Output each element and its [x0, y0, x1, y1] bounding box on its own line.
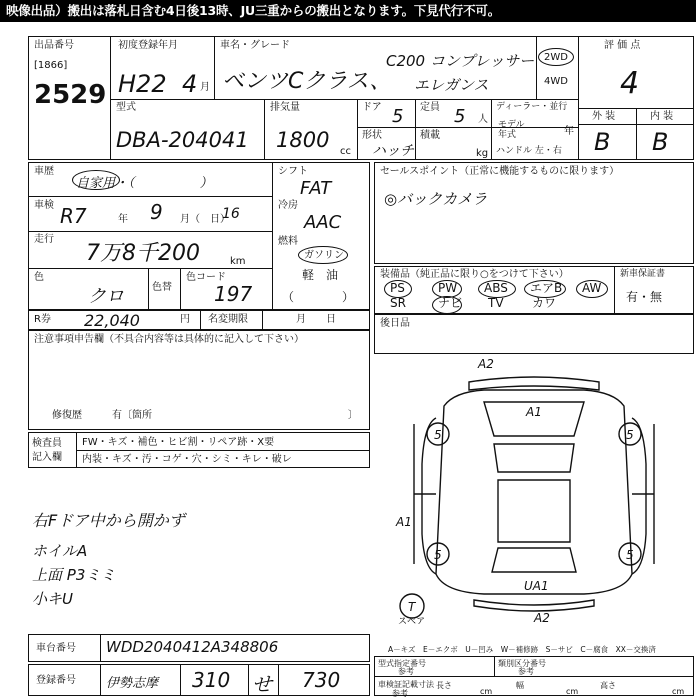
mark-ua1-rear: UA1: [524, 579, 549, 593]
chassis-number: WDD2040412A348806: [106, 638, 279, 656]
equip-navi: ナビ: [438, 296, 463, 310]
color-code-label: 色コード: [186, 272, 226, 283]
ac-label: 冷房: [278, 200, 298, 211]
displacement-value: 1800: [276, 128, 330, 152]
reg-class: 310: [192, 668, 231, 692]
inspection-label: 車検: [34, 200, 54, 211]
score-value: 4: [620, 66, 640, 101]
equip-tv: TV: [488, 296, 504, 310]
color-code-value: 197: [214, 282, 253, 306]
damage-legend: A－キズ E－エクボ U－凹み W－補修跡 S－サビ C－腐食 XX－交換済: [388, 645, 656, 654]
equip-ps: PS: [390, 281, 405, 295]
first-reg-month: 4: [182, 70, 198, 98]
year-unit: 年: [564, 126, 574, 137]
first-reg-era: H22: [118, 70, 167, 98]
equip-abs: ABS: [484, 281, 508, 295]
equip-leather: カワ: [532, 296, 557, 310]
recycle-value: 22,040: [84, 311, 140, 330]
equip-pw: PW: [438, 281, 458, 295]
reg-number: 730: [302, 668, 341, 692]
inspection-units: 月（ 日）: [180, 214, 230, 225]
car-name: ベンツCクラス、: [222, 69, 392, 94]
notes-label: 注意事項申告欄（不具合内容等は具体的に記入して下さい）: [34, 334, 304, 345]
dealer-label: ディーラー・並行: [496, 102, 568, 112]
first-reg-label: 初度登録年月: [118, 40, 178, 51]
mark-a2-rear: A2: [534, 611, 550, 624]
name-grade-label: 車名・グレード: [220, 40, 290, 51]
mark-a2-front: A2: [478, 357, 494, 371]
recycle-label: R券: [34, 314, 51, 325]
height-label: 高さ: [600, 681, 616, 690]
note-line-2: ホイルA: [32, 542, 88, 560]
doors-label: ドア: [362, 102, 382, 113]
ac-value: AAC: [304, 212, 342, 233]
warranty-label: 新車保証書: [620, 269, 666, 279]
yen-unit: 円: [180, 314, 190, 325]
sales-point-value: ◎バックカメラ: [384, 190, 488, 208]
name-change-units: 月 日: [296, 314, 336, 325]
grade-line-2: エレガンス: [414, 76, 489, 94]
reg-kana: せ: [252, 672, 272, 696]
equip-ps-circle: [384, 280, 412, 298]
note-line-3: 上面 P3ミミ: [32, 566, 116, 584]
note-line-4: 小キU: [32, 590, 73, 608]
equip-aw: AW: [582, 281, 602, 295]
color-change-label: 色替: [152, 282, 172, 293]
inspection-year-unit: 年: [118, 214, 128, 225]
equip-airbag: エアB: [530, 281, 563, 295]
fuel-gasoline: ガソリン: [304, 250, 344, 261]
shift-value: FAT: [300, 178, 332, 199]
equipment-label: 装備品（純正品に限り○をつけて下さい）: [380, 269, 569, 280]
fuel-diesel: 軽 油: [302, 268, 339, 282]
rear-items-label: 後日品: [380, 318, 410, 329]
spare-mark: T: [408, 600, 416, 614]
history-label: 車歴: [34, 166, 54, 177]
reg-area: 伊勢志摩: [106, 676, 159, 691]
persons-unit: 人: [478, 114, 488, 125]
exterior-row: FW・キズ・補色・ヒビ割・リペア跡・X要: [82, 437, 275, 448]
mileage-value: 7万8千200: [86, 241, 200, 266]
car-diagram: [374, 354, 694, 624]
displacement-label: 排気量: [270, 102, 300, 113]
mark-a1-hood: A1: [526, 405, 542, 419]
equip-navi-circle: [432, 296, 462, 314]
mark-wheel-rr: 5: [626, 548, 634, 562]
rear-items-section: [374, 314, 694, 354]
shape-label: 形状: [362, 130, 382, 141]
fuel-paren: （ ）: [282, 290, 355, 304]
length-label: 長さ: [436, 681, 452, 690]
chassis-label: 車台番号: [36, 643, 76, 654]
sales-point-section: [374, 162, 694, 264]
equip-aw-circle: [576, 280, 608, 298]
ref-label-3: 参考: [392, 689, 408, 698]
score-label: 評 価 点: [604, 40, 641, 51]
history-value: 自家用・（ ）: [76, 176, 213, 191]
lot-label: 出品番号: [34, 40, 74, 51]
mileage-label: 走行: [34, 234, 54, 245]
sales-point-label: セールスポイント（正常に機能するものに限ります）: [380, 166, 620, 177]
repair-label: 修復歴: [52, 410, 82, 421]
capacity-label: 定員: [420, 102, 440, 113]
exterior-label: 外 装: [592, 111, 616, 122]
ref-label-2: 参考: [518, 667, 534, 676]
note-line-1: 右Fドア中から開かず: [32, 511, 185, 530]
equip-airbag-circle: [524, 280, 566, 298]
equip-abs-circle: [478, 280, 516, 298]
size-label: 車検証記載寸法: [378, 680, 434, 689]
inspection-month: 9: [150, 200, 163, 224]
spare-label: スペア: [398, 617, 426, 624]
cm-3: cm: [672, 687, 685, 696]
cm-1: cm: [480, 687, 493, 696]
handle-label: ハンドル 左・右: [496, 146, 562, 156]
color-label: 色: [34, 272, 44, 283]
body-shape: ハッチ: [372, 143, 414, 159]
km-unit: km: [230, 256, 246, 267]
drive-2wd: 2WD: [544, 52, 568, 63]
mark-wheel-fl: 5: [434, 428, 442, 442]
load-label: 積載: [420, 130, 440, 141]
interior-grade: B: [652, 128, 669, 156]
ref-label-1: 参考: [398, 667, 414, 676]
name-change-label: 名変期限: [208, 314, 248, 325]
cm-2: cm: [566, 687, 579, 696]
color-value: クロ: [88, 286, 124, 307]
width-label: 幅: [516, 681, 524, 690]
registration-label: 登録番号: [36, 675, 76, 686]
lot-number: 2529: [34, 80, 107, 110]
lot-bracket: [1866]: [34, 60, 68, 71]
mark-a1-side: A1: [396, 515, 412, 529]
type-designation-label: 型式指定番号: [378, 659, 426, 668]
model-year-label: モデル 年式: [498, 120, 525, 140]
interior-label: 内 装: [650, 111, 674, 122]
capacity-value: 5: [454, 106, 466, 127]
header-notice: 映像出品）搬出は落札日含む4日後13時、JU三重からの搬出となります。下見代行不可。: [0, 0, 696, 22]
fuel-label: 燃料: [278, 236, 298, 247]
model-code: DBA-204041: [116, 128, 249, 152]
equip-sr: SR: [390, 296, 406, 310]
shift-label: シフト: [278, 166, 308, 177]
repair-close: 〕: [348, 410, 358, 421]
inspection-era: R7: [60, 204, 87, 228]
drive-4wd: 4WD: [544, 76, 568, 87]
doors-value: 5: [392, 106, 404, 127]
class-label: 類別区分番号: [498, 659, 546, 668]
repair-value: 有〔箇所: [112, 410, 152, 421]
warranty-value: 有・無: [626, 290, 663, 304]
month-unit: 月: [200, 82, 210, 93]
cc-unit: cc: [340, 146, 351, 157]
mark-wheel-rl: 5: [434, 548, 442, 562]
inspection-day: 16: [222, 206, 240, 222]
kg-unit: kg: [476, 148, 489, 159]
model-label: 型式: [116, 102, 136, 113]
mark-wheel-fr: 5: [626, 428, 634, 442]
interior-row: 内装・キズ・汚・コゲ・穴・シミ・キレ・破レ: [82, 454, 292, 465]
grade-line-1: C200 コンプレッサー: [386, 52, 535, 70]
exterior-grade: B: [594, 128, 611, 156]
inspector-label: 検査員 記入欄: [32, 438, 62, 463]
